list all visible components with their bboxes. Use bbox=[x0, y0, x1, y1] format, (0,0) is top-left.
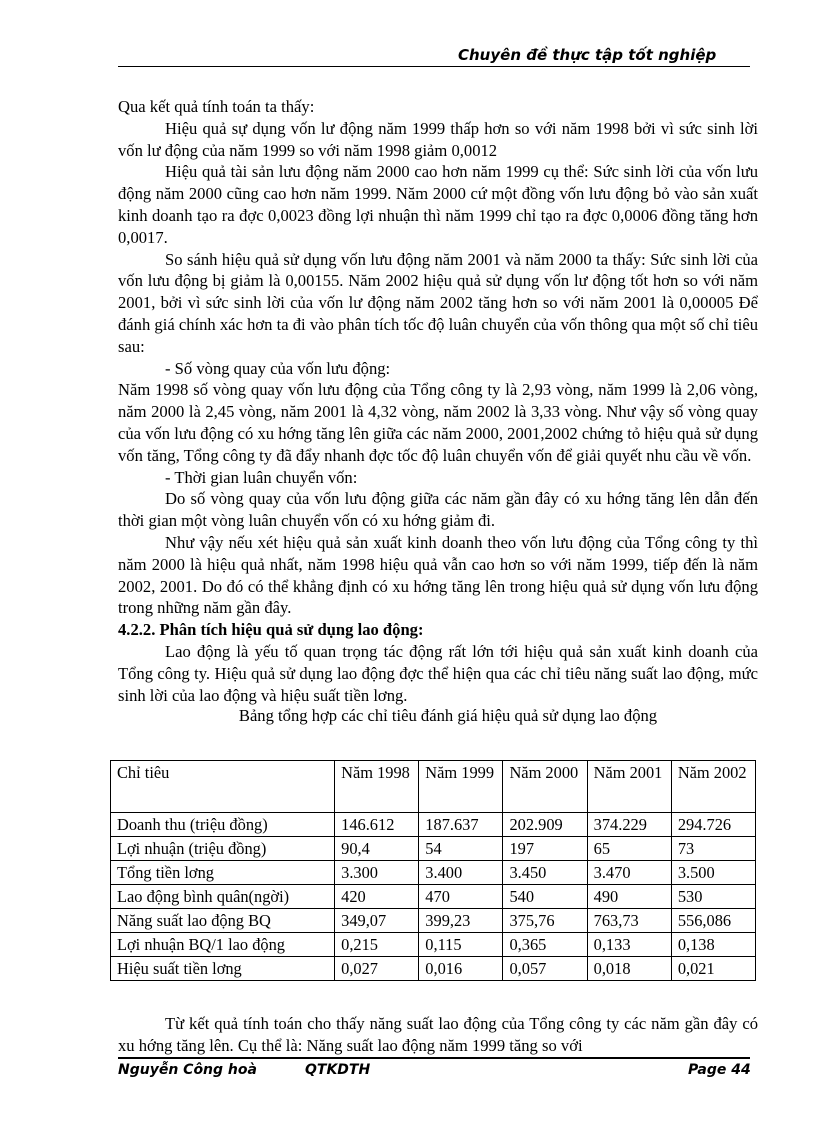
footer-rule bbox=[118, 1057, 750, 1059]
table-cell: 187.637 bbox=[419, 813, 503, 837]
table-cell: Năng suất lao động BQ bbox=[111, 909, 335, 933]
table-cell: 0,021 bbox=[671, 957, 755, 981]
header-cell: Năm 2001 bbox=[587, 761, 671, 813]
table-cell: 3.470 bbox=[587, 861, 671, 885]
table-cell: 0,027 bbox=[335, 957, 419, 981]
table-cell: 0,057 bbox=[503, 957, 587, 981]
table-cell: 3.450 bbox=[503, 861, 587, 885]
table-cell: 146.612 bbox=[335, 813, 419, 837]
table-cell: 0,016 bbox=[419, 957, 503, 981]
table-cell: 3.400 bbox=[419, 861, 503, 885]
header-cell: Năm 1999 bbox=[419, 761, 503, 813]
paragraph: Do số vòng quay của vốn lưu động giữa các năm gần đây có xu hớng tăng lên dẫn đến thời gian một vòng luân chuyển vốn có xu hớng giảm đi. bbox=[118, 489, 758, 531]
table-row bbox=[111, 957, 756, 981]
bullet-heading: - Thời gian luân chuyển vốn: bbox=[165, 467, 358, 487]
header-cell: Năm 2002 bbox=[671, 761, 755, 813]
table-caption: Bảng tổng hợp các chỉ tiêu đánh giá hiệu quả sử dụng lao động bbox=[238, 706, 658, 726]
table-cell: 374.229 bbox=[587, 813, 671, 837]
footer-page-number: Page 44 bbox=[688, 1062, 751, 1078]
table-cell: Doanh thu (triệu đồng) bbox=[111, 813, 335, 837]
table-cell: 54 bbox=[419, 837, 503, 861]
table-cell: 0,365 bbox=[503, 933, 587, 957]
table-cell: 0,018 bbox=[587, 957, 671, 981]
paragraph: So sánh hiệu quả sử dụng vốn lưu động năm 2001 và năm 2000 ta thấy: Sức sinh lời của vốn lưu động bị giảm là 0,00155. Năm 2002 hiệu quả sử dụng vốn lư động tốt hơn so với năm 2001, bởi vì sức sinh lời của vốn lư động năm 2002 tăng hơn so với năm 2001 là 0,00005 Để đánh giá chính xác hơn ta đi vào phân tích tốc độ luân chuyển của vốn thông qua một số chỉ tiêu sau: bbox=[118, 249, 758, 356]
table-cell: 349,07 bbox=[335, 909, 419, 933]
table-cell: Lao động bình quân(ngời) bbox=[111, 885, 335, 909]
table-row bbox=[111, 909, 756, 933]
table-cell: 375,76 bbox=[503, 909, 587, 933]
labor-efficiency-table bbox=[110, 760, 756, 981]
table-cell: Hiệu suất tiền lơng bbox=[111, 957, 335, 981]
table-row bbox=[111, 885, 756, 909]
table-cell: Lợi nhuận (triệu đồng) bbox=[111, 837, 335, 861]
table-cell: Lợi nhuận BQ/1 lao động bbox=[111, 933, 335, 957]
table-row bbox=[111, 837, 756, 861]
table-cell: 197 bbox=[503, 837, 587, 861]
header-cell: Năm 2000 bbox=[503, 761, 587, 813]
table-cell: Tổng tiền lơng bbox=[111, 861, 335, 885]
footer-class: QTKDTH bbox=[305, 1062, 371, 1078]
table-cell: 763,73 bbox=[587, 909, 671, 933]
table-cell: 202.909 bbox=[503, 813, 587, 837]
table-row bbox=[111, 933, 756, 957]
table-cell: 0,215 bbox=[335, 933, 419, 957]
running-header-title: Chuyên đề thực tập tốt nghiệp bbox=[458, 46, 717, 64]
body-text bbox=[118, 96, 758, 726]
paragraph: Hiệu quả tài sản lưu động năm 2000 cao hơn năm 1999 cụ thể: Sức sinh lời của vốn lưu động năm 2000 cũng cao hơn năm 1999. Năm 2000 cứ một đồng vốn lưu động bỏ vào sản xuất kinh doanh tạo ra đợc 0,0023 đồng lợi nhuận thì năm 1999 chỉ tạo ra đợc 0,0006 đồng tăng hơn 0,0017. bbox=[118, 162, 758, 247]
header-cell: Năm 1998 bbox=[335, 761, 419, 813]
table-cell: 0,138 bbox=[671, 933, 755, 957]
table-cell: 3.300 bbox=[335, 861, 419, 885]
table-cell: 90,4 bbox=[335, 837, 419, 861]
table-cell: 530 bbox=[671, 885, 755, 909]
table-cell: 0,133 bbox=[587, 933, 671, 957]
table-cell: 420 bbox=[335, 885, 419, 909]
table-cell: 3.500 bbox=[671, 861, 755, 885]
table-cell: 470 bbox=[419, 885, 503, 909]
table-cell: 0,115 bbox=[419, 933, 503, 957]
paragraph: Từ kết quả tính toán cho thấy năng suất lao động của Tổng công ty các năm gần đây có xu hớng tăng lên. Cụ thể là: Năng suất lao động năm 1999 tăng so với bbox=[118, 1014, 758, 1055]
table-cell: 294.726 bbox=[671, 813, 755, 837]
header-cell: Chỉ tiêu bbox=[111, 761, 335, 813]
table-cell: 490 bbox=[587, 885, 671, 909]
header-rule bbox=[118, 66, 750, 67]
paragraph: Năm 1998 số vòng quay vốn lưu động của Tổng công ty là 2,93 vòng, năm 1999 là 2,06 vòng, năm 2000 là 2,45 vòng, năm 2001 là 4,32 vòng, năm 2002 là 3,33 vòng. Như vậy số vòng quay của vốn lưu động có xu hớng tăng lên giữa các năm 2000, 2001,2002 chứng tỏ hiệu quả sử dụng vốn tăng, Tổng công ty đã đẩy nhanh đợc tốc độ luân chuyển vốn để giải quyết nhu cầu về vốn. bbox=[118, 380, 758, 465]
table-cell: 65 bbox=[587, 837, 671, 861]
section-heading: 4.2.2. Phân tích hiệu quả sử dụng lao động: bbox=[118, 620, 424, 640]
intro-line: Qua kết quả tính toán ta thấy: bbox=[118, 97, 315, 116]
table-cell: 399,23 bbox=[419, 909, 503, 933]
table-cell: 556,086 bbox=[671, 909, 755, 933]
table-header-row bbox=[111, 761, 756, 813]
bullet-heading: - Số vòng quay của vốn lưu động: bbox=[165, 358, 391, 378]
paragraph: Hiệu quả sự dụng vốn lư động năm 1999 thấp hơn so với năm 1998 bởi vì sức sinh lời vốn lư động của năm 1999 so với năm 1998 giảm 0,0012 bbox=[118, 118, 758, 160]
footer-author: Nguyễn Công hoà bbox=[118, 1062, 257, 1078]
table-row bbox=[111, 861, 756, 885]
paragraph: Lao động là yếu tố quan trọng tác động rất lớn tới hiệu quả sản xuất kinh doanh của Tổng công ty. Hiệu quả sử dụng lao động đợc thể hiện qua các chỉ tiêu năng suất lao động, mức sinh lời của lao động và hiệu suất tiền lơng. bbox=[118, 641, 758, 705]
table-cell: 73 bbox=[671, 837, 755, 861]
paragraph: Như vậy nếu xét hiệu quả sản xuất kinh doanh theo vốn lưu động của Tổng công ty thì năm 2000 là hiệu quả nhất, năm 1998 hiệu quả vẫn cao hơn so với năm 1999, tiếp đến là năm 2002, 2001. Do đó có thể khẳng định có xu hớng tăng lên trong hiệu quả sử dụng vốn lưu động trong những năm gần đây. bbox=[118, 532, 758, 618]
table-row bbox=[111, 813, 756, 837]
table-cell: 540 bbox=[503, 885, 587, 909]
closing-text bbox=[118, 1013, 758, 1057]
